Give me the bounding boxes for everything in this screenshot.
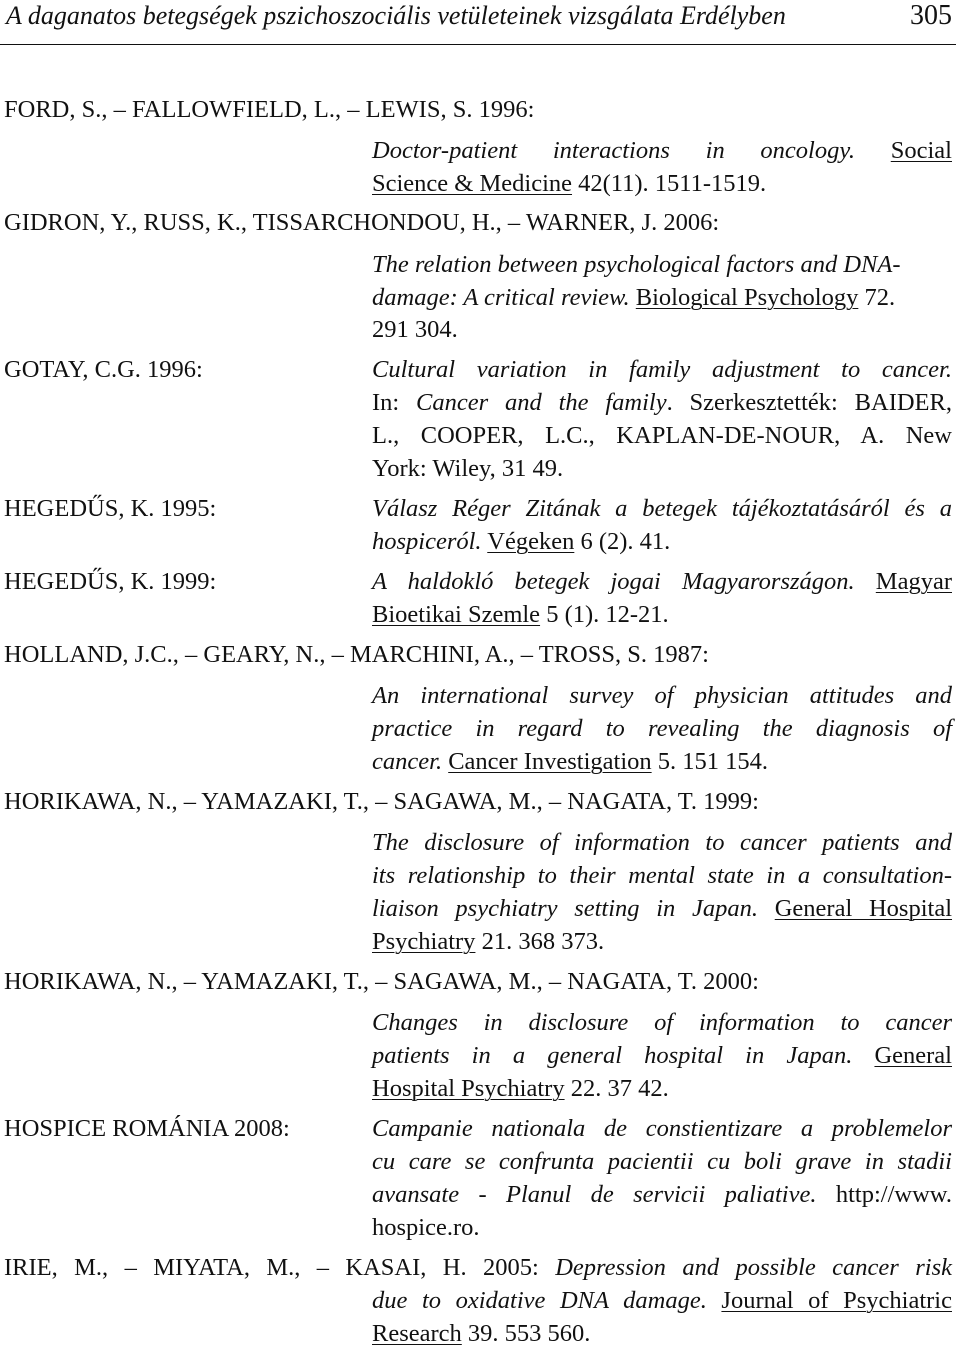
book-title: Cancer and the family xyxy=(416,389,667,416)
reference-line xyxy=(372,1286,952,1316)
reference-title: Changes in disclosure of information to cancer xyxy=(372,1009,952,1036)
reference-title: patients in a general hospital in Japan. xyxy=(372,1042,853,1069)
reference-author: GIDRON, Y., RUSS, K., TISSARCHONDOU, H., – WARNER, J. 2006: xyxy=(4,209,720,236)
journal-link[interactable]: Social xyxy=(890,137,952,164)
reference-line xyxy=(372,283,952,313)
journal-link[interactable]: Végeken xyxy=(487,528,575,555)
reference-line xyxy=(372,747,952,777)
journal-link[interactable]: General Hospital xyxy=(774,895,953,922)
reference-author: FORD, S., – FALLOWFIELD, L., – LEWIS, S. 1996: xyxy=(4,96,535,123)
reference-line xyxy=(372,894,952,924)
reference-text: In: xyxy=(372,389,417,416)
reference-title: cancer. xyxy=(372,748,443,775)
journal-link[interactable]: Bioetikai Szemle xyxy=(372,601,541,628)
reference-line xyxy=(372,388,952,418)
citation-details: 21. 368 373. xyxy=(475,928,605,955)
reference-title: The relation between psychological factors and DNA- xyxy=(372,251,901,278)
journal-link[interactable]: Science & Medicine xyxy=(372,170,573,197)
reference-author: GOTAY, C.G. 1996: xyxy=(4,356,203,383)
reference-line xyxy=(372,250,952,280)
citation-details: 72. xyxy=(858,284,896,311)
reference-line xyxy=(372,567,952,597)
citation-details: 291 304. xyxy=(372,316,458,343)
url-text: hospice.ro. xyxy=(372,1214,480,1241)
reference-line xyxy=(372,1180,952,1210)
citation-details: 22. 37 42. xyxy=(564,1075,669,1102)
reference-title: The disclosure of information to cancer patients and xyxy=(372,829,952,856)
reference-line xyxy=(372,600,952,630)
reference-author: HORIKAWA, N., – YAMAZAKI, T., – SAGAWA, M., – NAGATA, T. 1999: xyxy=(4,788,759,815)
journal-link[interactable]: Hospital Psychiatry xyxy=(372,1075,565,1102)
page-number: 305 xyxy=(910,0,952,31)
reference-title: An international survey of physician attitudes and xyxy=(372,682,952,709)
reference-title: damage: A critical review. xyxy=(372,284,630,311)
running-title: A daganatos betegségek pszichoszociális vetületeinek vizsgálata Erdélyben xyxy=(6,1,786,30)
reference-title: Cultural variation in family adjustment to cancer. xyxy=(372,356,952,383)
journal-link[interactable]: Psychiatry xyxy=(372,928,476,955)
reference-author: HORIKAWA, N., – YAMAZAKI, T., – SAGAWA, M., – NAGATA, T. 2000: xyxy=(4,968,759,995)
reference-title: Depression and possible cancer risk xyxy=(555,1254,952,1281)
citation-details: 42(11). 1511-1519. xyxy=(572,170,767,197)
running-header xyxy=(6,0,952,36)
reference-title: avansate - Planul de servicii paliative. xyxy=(372,1181,817,1208)
url-text: http://www. xyxy=(816,1181,952,1208)
reference-title: liaison psychiatry setting in Japan. xyxy=(372,895,759,922)
reference-line xyxy=(372,1041,952,1071)
reference-author: HEGEDŰS, K. 1995: xyxy=(4,495,217,522)
reference-title: Doctor-patient interactions in oncology. xyxy=(372,137,856,164)
reference-title: cu care se confrunta pacientii cu boli grave in stadii xyxy=(372,1148,952,1175)
reference-title: practice in regard to revealing the diagnosis of xyxy=(372,715,952,742)
reference-line xyxy=(372,927,952,957)
reference-author: IRIE, M., – MIYATA, M., – KASAI, H. 2005: xyxy=(4,1254,556,1281)
reference-title: Válasz Réger Zitának a betegek tájékoztatásáról és a xyxy=(372,495,952,522)
reference-title: hospiceról. xyxy=(372,528,482,555)
journal-link[interactable]: Journal of Psychiatric xyxy=(721,1287,952,1314)
reference-author: HOSPICE ROMÁNIA 2008: xyxy=(4,1115,290,1142)
reference-text: L., COOPER, L.C., KAPLAN-DE-NOUR, A. New xyxy=(372,422,952,449)
citation-details: 39. 553 560. xyxy=(461,1320,591,1347)
reference-line xyxy=(4,1253,952,1283)
reference-author: HEGEDŰS, K. 1999: xyxy=(4,568,217,595)
reference-text: York: Wiley, 31 49. xyxy=(372,455,564,482)
journal-link[interactable]: Research xyxy=(372,1320,462,1347)
reference-text: . Szerkesztették: BAIDER, xyxy=(666,389,952,416)
citation-details: 6 (2). 41. xyxy=(574,528,671,555)
citation-details: 5 (1). 12-21. xyxy=(540,601,669,628)
reference-title: due to oxidative DNA damage. xyxy=(372,1287,707,1314)
journal-link[interactable]: General xyxy=(874,1042,952,1069)
citation-details: 5. 151 154. xyxy=(651,748,768,775)
journal-link[interactable]: Magyar xyxy=(875,568,952,595)
reference-line xyxy=(372,1319,952,1349)
reference-title: A haldokló betegek jogai Magyarországon. xyxy=(372,568,855,595)
reference-line xyxy=(372,1074,952,1104)
reference-title: Campanie nationala de constientizare a problemelor xyxy=(372,1115,952,1142)
reference-line xyxy=(372,169,952,199)
journal-link[interactable]: Cancer Investigation xyxy=(448,748,652,775)
reference-author: HOLLAND, J.C., – GEARY, N., – MARCHINI, A., – TROSS, S. 1987: xyxy=(4,641,709,668)
journal-link[interactable]: Biological Psychology xyxy=(635,284,859,311)
reference-line xyxy=(372,136,952,166)
header-rule xyxy=(0,44,956,45)
reference-title: its relationship to their mental state in a consultation- xyxy=(372,862,952,889)
reference-line xyxy=(372,527,952,557)
